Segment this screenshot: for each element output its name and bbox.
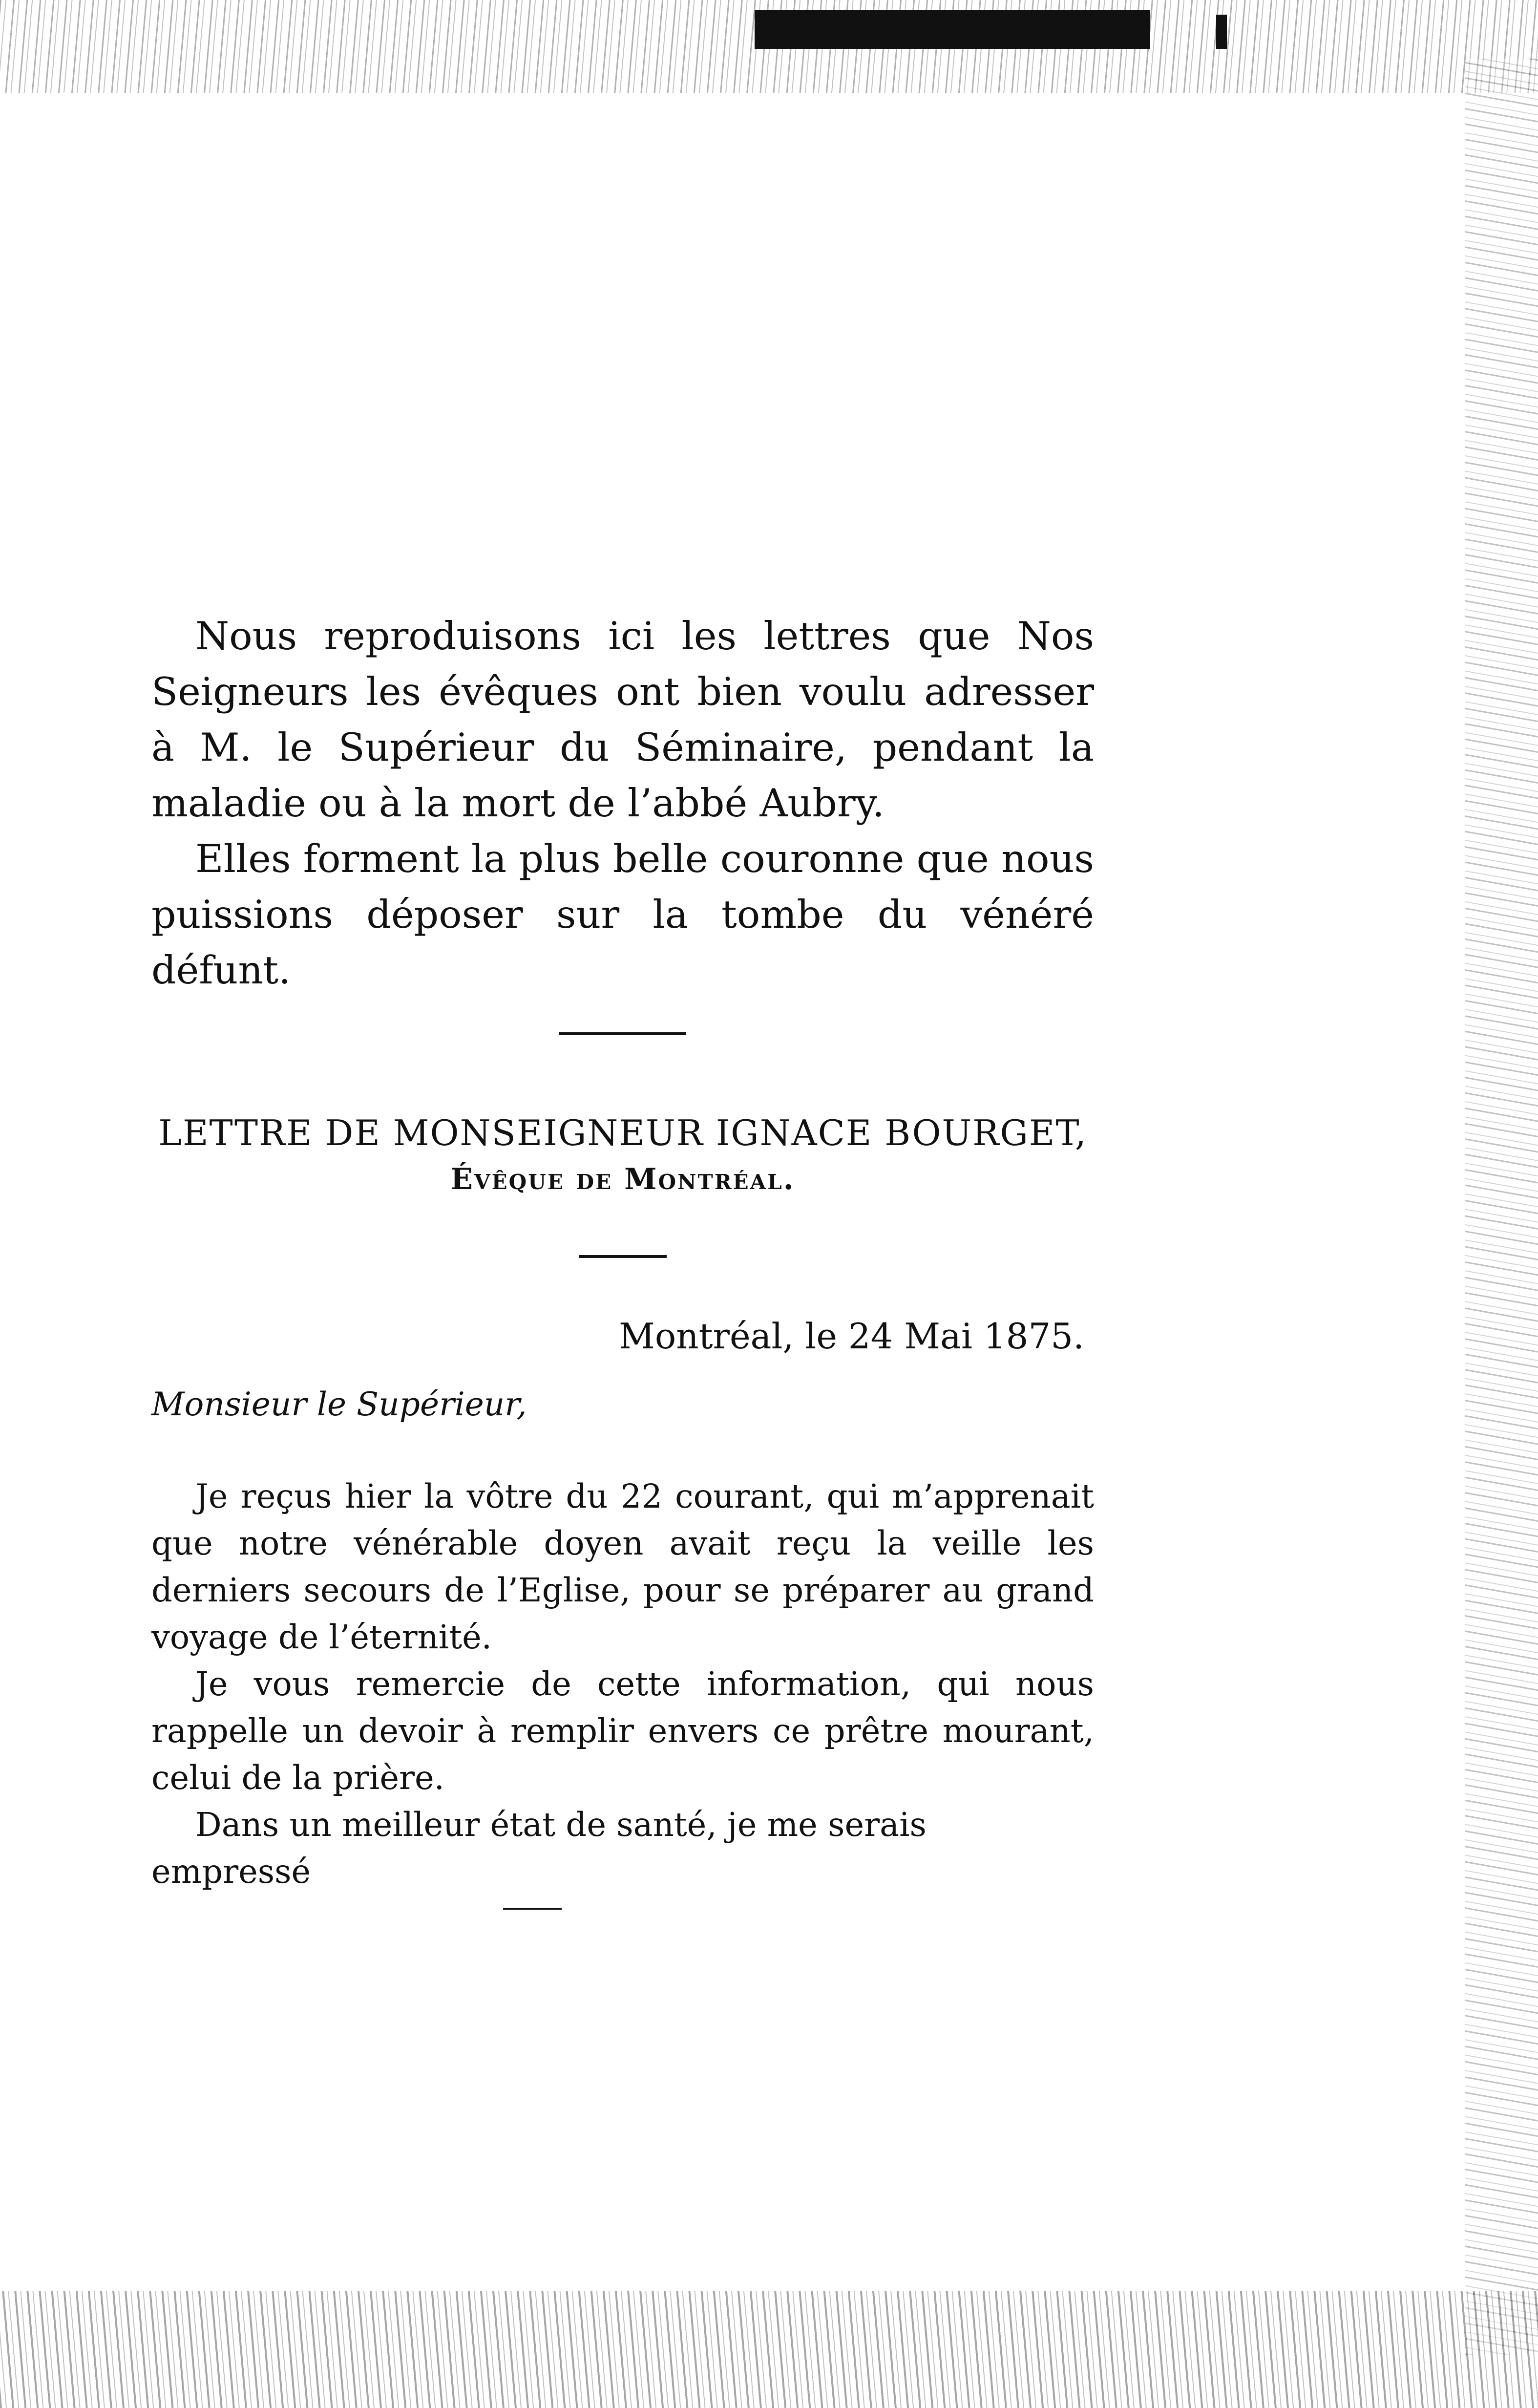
letter-heading: LETTRE DE MONSEIGNEUR IGNACE BOURGET, — [158, 1112, 1087, 1153]
page-content — [151, 608, 1094, 1895]
scan-top-artifact-mark — [1216, 15, 1227, 49]
letter-dateline: Montréal, le 24 Mai 1875. — [619, 1316, 1084, 1357]
intro-paragraph: Elles forment la plus belle couronne que nous puissions déposer sur la tombe du vénéré défunt. — [151, 836, 1094, 993]
heading-divider — [579, 1255, 667, 1258]
letter-paragraph: Je reçus hier la vôtre du 22 courant, qui m’apprenait que notre vénérable doyen avait reçu la veille les derniers secours de l’Eglise, pour se préparer au grand voyage de l’éternité. — [151, 1477, 1094, 1656]
letter-salutation: Monsieur le Supérieur, — [151, 1385, 527, 1423]
page-end-rule — [503, 1908, 562, 1910]
intro-paragraph: Nous reproduisons ici les lettres que Nos Seigneurs les évêques ont bien voulu adresser à M. le Supérieur du Séminaire, pendant la maladie ou à la mort de l’abbé Aubry. — [151, 614, 1094, 826]
letter-subheading: Évêque de Montréal. — [450, 1162, 795, 1196]
letter-paragraph: Je vous remercie de cette information, qui nous rappelle un devoir à remplir envers ce prêtre mourant, celui de la prière. — [151, 1665, 1094, 1797]
letter-body — [151, 1473, 1094, 1895]
letter-paragraph: Dans un meilleur état de santé, je me serais empressé — [151, 1806, 927, 1891]
scan-right-edge — [1465, 59, 1538, 2355]
section-divider — [559, 1032, 686, 1035]
scan-bottom-edge — [0, 2291, 1538, 2408]
scan-top-artifact — [755, 10, 1150, 49]
